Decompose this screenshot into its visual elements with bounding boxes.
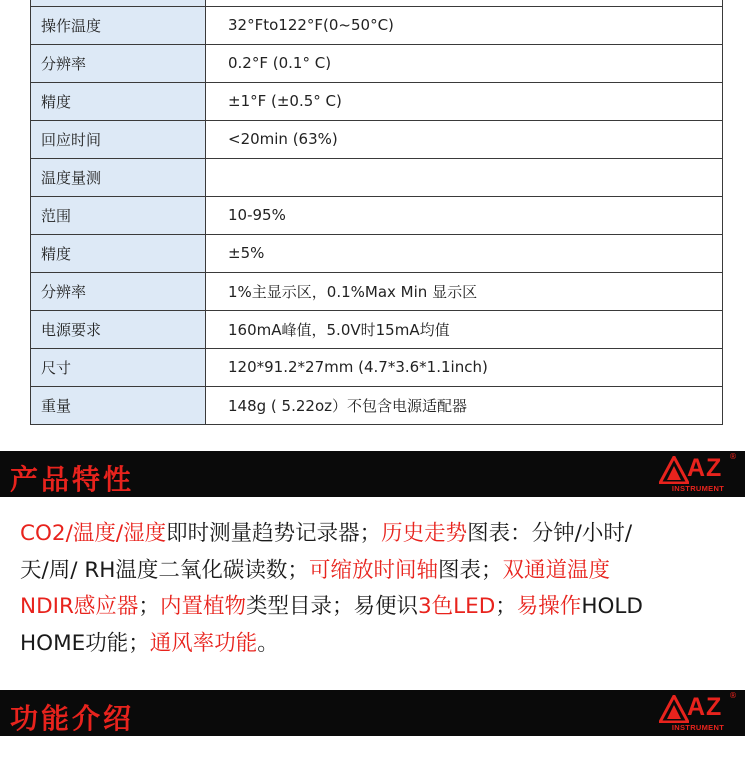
feature-text: 天/周/ RH温度二氧化碳读数； (20, 557, 309, 583)
feature-text: 。 (257, 630, 279, 656)
feature-text: 图表：分钟/小时/ (467, 521, 633, 546)
spec-key: 尺寸 (31, 348, 206, 386)
spec-value: ±5% (206, 234, 723, 272)
spec-key: 精度 (31, 234, 206, 272)
spec-key: 操作温度 (31, 6, 206, 44)
table-row (31, 6, 723, 44)
spec-value: ±1°F (±0.5° C) (206, 82, 723, 120)
triangle-logo-icon (659, 456, 689, 484)
table-row (31, 310, 723, 348)
logo-text: AZ (687, 693, 723, 721)
spec-value: 10-95% (206, 196, 723, 234)
feature-text: ； (495, 594, 517, 619)
section-title: 功能介绍 (10, 702, 135, 735)
feature-highlight: 3色LED (417, 594, 496, 619)
table-row (31, 44, 723, 82)
table-row (31, 272, 723, 310)
table-row (31, 348, 723, 386)
table-row (31, 196, 723, 234)
features-paragraph (20, 516, 735, 662)
spec-key: 分辨率 (31, 44, 206, 82)
section-title: 产品特性 (10, 463, 135, 496)
spec-key: 回应时间 (31, 120, 206, 158)
spec-key: 电源要求 (31, 310, 206, 348)
registered-mark: ® (729, 452, 737, 461)
spec-value: 120*91.2*27mm (4.7*3.6*1.1inch) (206, 348, 723, 386)
table-row (31, 158, 723, 196)
triangle-logo-icon (659, 695, 689, 723)
spec-value: 160mA峰值，5.0V时15mA均值 (206, 310, 723, 348)
spec-value: 0.2°F (0.1° C) (206, 44, 723, 82)
spec-value: 32°Fto122°F(0~50°C) (206, 6, 723, 44)
feature-highlight: 易操作 (516, 594, 582, 619)
feature-highlight: NDIR感应器 (20, 594, 139, 619)
table-row (31, 120, 723, 158)
features-line (20, 626, 735, 663)
table-row (31, 82, 723, 120)
table-row (31, 234, 723, 272)
spec-value (206, 158, 723, 196)
spec-key: 精度 (31, 82, 206, 120)
logo-subtext: INSTRUMENT (671, 484, 725, 493)
logo-subtext: INSTRUMENT (671, 723, 725, 732)
az-instrument-logo (659, 454, 737, 494)
feature-highlight: 内置植物 (159, 594, 246, 619)
section-banner-functions (0, 690, 745, 736)
features-line (20, 589, 735, 626)
feature-text: HOME功能； (20, 630, 150, 656)
feature-text: 即时测量趋势记录器； (166, 521, 382, 546)
feature-highlight: 双通道温度 (502, 557, 610, 583)
feature-highlight: 通风率功能 (149, 630, 258, 656)
table-row (31, 386, 723, 424)
spec-table (30, 0, 723, 425)
feature-text: ； (138, 594, 160, 619)
section-banner-features (0, 451, 745, 497)
spec-key: 温度量测 (31, 158, 206, 196)
feature-highlight: CO2/温度/湿度 (20, 521, 167, 546)
logo-text: AZ (687, 454, 723, 482)
feature-text: HOLD (581, 594, 643, 619)
spec-value: 1%主显示区，0.1%Max Min 显示区 (206, 272, 723, 310)
features-line (20, 516, 735, 553)
feature-text: 类型目录；易便识 (245, 594, 418, 619)
features-line (20, 553, 735, 590)
feature-highlight: 可缩放时间轴 (308, 557, 438, 583)
spec-value: <20min (63%) (206, 120, 723, 158)
spec-value: 148g ( 5.22oz）不包含电源适配器 (206, 386, 723, 424)
spec-key: 分辨率 (31, 272, 206, 310)
registered-mark: ® (729, 691, 737, 700)
az-instrument-logo (659, 693, 737, 733)
spec-key: 重量 (31, 386, 206, 424)
spec-key: 范围 (31, 196, 206, 234)
feature-highlight: 历史走势 (381, 521, 468, 546)
feature-text: 图表； (437, 557, 503, 583)
